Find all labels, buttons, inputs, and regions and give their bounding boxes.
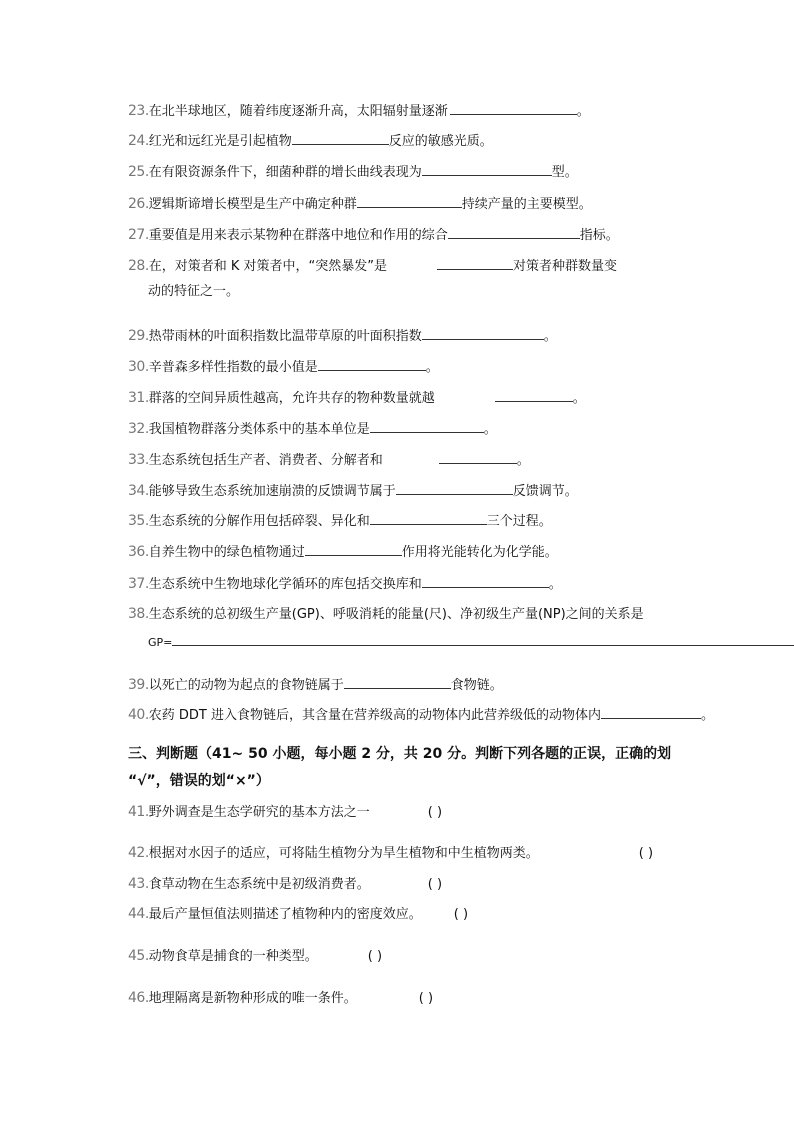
question-text-end: 持续产量的主要模型。: [461, 197, 592, 212]
question-34: [128, 481, 578, 499]
question-number: 41.: [128, 804, 149, 820]
question-29: [128, 326, 557, 344]
answer-blank[interactable]: [172, 632, 794, 646]
question-text: 生态系统的总初级生产量(GP)、呼吸消耗的能量(尺)、净初级生产量(NP)之间的关系是: [148, 607, 644, 622]
question-45: [128, 947, 382, 965]
question-text: 野外调查是生态学研究的基本方法之一: [148, 805, 370, 820]
question-text: 地理隔离是新物种形成的唯一条件。: [148, 991, 357, 1006]
section-heading: 三、判断题（41~ 50 小题，每小题 2 分，共 20 分。判断下列各题的正误，正确的划: [128, 746, 672, 762]
question-30: [128, 357, 439, 375]
question-number: 46.: [128, 990, 149, 1006]
answer-blank[interactable]: [318, 357, 426, 371]
answer-blank[interactable]: [422, 162, 552, 176]
question-24: [128, 131, 493, 149]
question-number: 33.: [128, 452, 149, 468]
question-text: 生态系统包括生产者、消费者、分解者和: [148, 453, 383, 468]
question-text: 食草动物在生态系统中是初级消费者。: [148, 877, 370, 892]
question-number: 40.: [128, 707, 149, 723]
answer-blank[interactable]: [437, 256, 513, 270]
question-number: 26.: [128, 196, 149, 212]
answer-blank[interactable]: [305, 542, 402, 556]
question-text: 热带雨林的叶面积指数比温带草原的叶面积指数: [148, 329, 422, 344]
answer-blank[interactable]: [439, 450, 517, 464]
answer-blank[interactable]: [422, 574, 549, 588]
question-38: [128, 605, 644, 623]
question-text-end: 。: [483, 422, 497, 437]
question-text: 能够导致生态系统加速崩溃的反馈调节属于: [148, 484, 396, 499]
question-number: 37.: [128, 576, 149, 592]
question-37: [128, 574, 562, 592]
question-number: 30.: [128, 359, 149, 375]
question-text-end: 。: [576, 104, 590, 119]
answer-blank[interactable]: [450, 101, 577, 115]
question-number: 38.: [128, 606, 149, 622]
question-text-end: 对策者种群数量变: [513, 259, 618, 274]
question-39: [128, 675, 503, 693]
answer-blank[interactable]: [370, 419, 484, 433]
question-number: 28.: [128, 258, 149, 274]
question-46: [128, 989, 433, 1007]
section-heading-continued: “√”，错误的划“×”）: [128, 773, 270, 789]
question-text: 最后产量恒值法则描述了植物种内的密度效应。: [148, 907, 422, 922]
question-text-end: 。: [548, 577, 562, 592]
question-number: 44.: [128, 906, 149, 922]
question-text-end: 。: [572, 391, 586, 406]
question-text: 辛普森多样性指数的最小值是: [148, 360, 318, 375]
answer-blank[interactable]: [422, 326, 544, 340]
question-43: [128, 875, 442, 893]
question-26: [128, 194, 592, 212]
answer-parentheses[interactable]: ( ): [418, 991, 434, 1006]
answer-blank[interactable]: [292, 131, 389, 145]
question-text: 重要值是用来表示某物种在群落中地位和作用的综合: [148, 228, 448, 243]
answer-blank[interactable]: [370, 511, 487, 525]
question-text: 逻辑斯谛增长模型是生产中确定种群: [148, 197, 357, 212]
question-text-end: 。: [425, 360, 439, 375]
question-text-end: 食物链。: [450, 678, 503, 693]
question-text: 在北半球地区，随着纬度逐渐升高，太阳辐射量逐渐: [148, 104, 448, 119]
answer-blank[interactable]: [357, 194, 462, 208]
question-number: 43.: [128, 876, 149, 892]
question-36: [128, 542, 558, 560]
question-number: 34.: [128, 483, 149, 499]
question-text: 在有限资源条件下，细菌种群的增长曲线表现为: [148, 165, 422, 180]
answer-blank[interactable]: [601, 705, 701, 719]
question-23: [128, 101, 590, 119]
question-text-end: 型。: [551, 165, 578, 180]
question-text: 生态系统中生物地球化学循环的库包括交换库和: [148, 577, 422, 592]
question-text: 我国植物群落分类体系中的基本单位是: [148, 422, 370, 437]
question-text: 农药 DDT 进入食物链后，其含量在营养级高的动物体内此营养级低的动物体内: [148, 708, 601, 723]
question-25: [128, 162, 578, 180]
question-text: 自养生物中的绿色植物通过: [148, 545, 305, 560]
question-number: 23.: [128, 103, 149, 119]
answer-blank[interactable]: [495, 388, 573, 402]
question-text: 根据对水因子的适应，可将陆生植物分为旱生植物和中生植物两类。: [148, 846, 539, 861]
question-number: 31.: [128, 390, 149, 406]
question-text-end: 三个过程。: [486, 514, 552, 529]
question-number: 25.: [128, 164, 149, 180]
question-text-end: 。: [543, 329, 557, 344]
question-31: [128, 388, 586, 406]
question-28: [128, 256, 617, 274]
question-number: 42.: [128, 845, 149, 861]
question-number: 35.: [128, 513, 149, 529]
answer-parentheses[interactable]: ( ): [427, 877, 443, 892]
question-text: 红光和远红光是引起植物: [148, 134, 292, 149]
gp-label: GP=: [148, 636, 173, 649]
answer-blank[interactable]: [448, 225, 580, 239]
question-text: 群落的空间异质性越高，允许共存的物种数量就越: [148, 391, 435, 406]
question-number: 39.: [128, 677, 149, 693]
question-33: [128, 450, 530, 468]
answer-blank[interactable]: [396, 481, 513, 495]
question-40: [128, 705, 714, 723]
question-text: 在，对策者和 K 对策者中，“突然暴发”是: [148, 259, 388, 274]
question-27: [128, 225, 619, 243]
question-text-end: 。: [516, 453, 530, 468]
question-text-end: 反馈调节。: [512, 484, 578, 499]
answer-parentheses[interactable]: ( ): [367, 949, 383, 964]
question-42: [128, 844, 653, 862]
question-number: 36.: [128, 544, 149, 560]
question-number: 24.: [128, 133, 149, 149]
question-number: 45.: [128, 948, 149, 964]
question-text: 以死亡的动物为起点的食物链属于: [148, 678, 344, 693]
question-28-continued: 动的特征之一。: [148, 284, 240, 299]
question-text: 动物食草是捕食的一种类型。: [148, 949, 318, 964]
question-text-end: 作用将光能转化为化学能。: [401, 545, 558, 560]
question-32: [128, 419, 497, 437]
question-44: [128, 905, 468, 923]
answer-parentheses[interactable]: ( ): [427, 805, 443, 820]
question-number: 29.: [128, 328, 149, 344]
question-text-end: 指标。: [579, 228, 619, 243]
answer-blank[interactable]: [344, 675, 451, 689]
question-41: [128, 803, 442, 821]
question-35: [128, 511, 552, 529]
question-38-continued: [148, 632, 794, 650]
question-text-end: 反应的敏感光质。: [388, 134, 493, 149]
answer-parentheses[interactable]: ( ): [638, 846, 654, 861]
question-number: 32.: [128, 421, 149, 437]
question-text: 生态系统的分解作用包括碎裂、异化和: [148, 514, 370, 529]
question-number: 27.: [128, 227, 149, 243]
question-text-end: 。: [701, 708, 715, 723]
answer-parentheses[interactable]: ( ): [453, 907, 469, 922]
